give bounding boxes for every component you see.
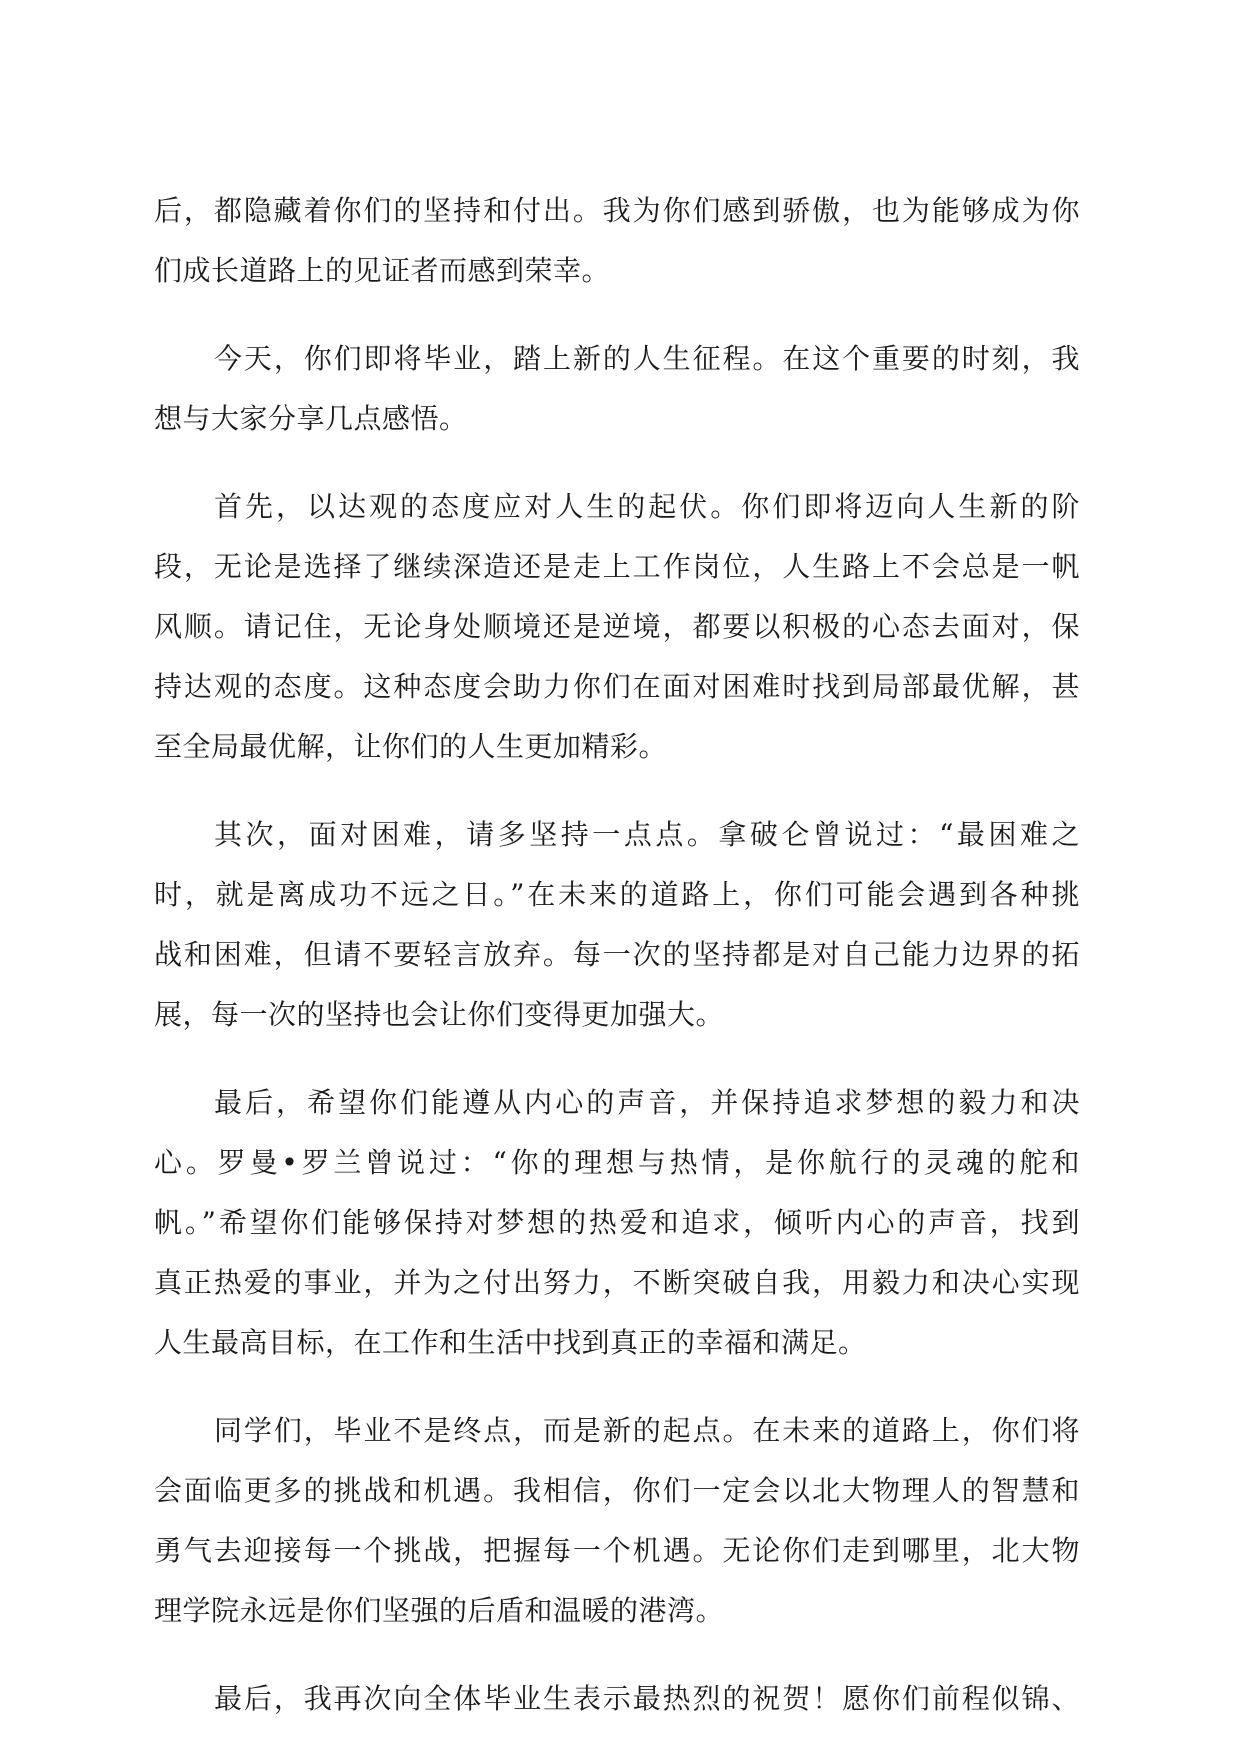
paragraph (154, 477, 1080, 777)
paragraph (154, 1669, 1080, 1729)
text-line: 勇气去迎接每一个挑战，把握每一个机遇。无论你们走到哪里，北大物 (154, 1534, 1080, 1567)
text-line: 帆。”希望你们能够保持对梦想的热爱和追求，倾听内心的声音，找到 (154, 1206, 1080, 1239)
text-line: 战和困难，但请不要轻言放弃。每一次的坚持都是对自己能力边界的拓 (154, 938, 1080, 971)
text-line: 其次，面对困难，请多坚持一点点。拿破仑曾说过：“最困难之 (214, 818, 1080, 851)
paragraph (154, 1401, 1080, 1641)
text-line: 后，都隐藏着你们的坚持和付出。我为你们感到骄傲，也为能够成为你 (154, 194, 1080, 227)
text-line: 持达观的态度。这种态度会助力你们在面对困难时找到局部最优解，甚 (154, 670, 1080, 703)
text-line: 会面临更多的挑战和机遇。我相信，你们一定会以北大物理人的智慧和 (154, 1474, 1080, 1507)
text-line: 段，无论是选择了继续深造还是走上工作岗位，人生路上不会总是一帆 (154, 550, 1080, 583)
text-line: 今天，你们即将毕业，踏上新的人生征程。在这个重要的时刻，我 (214, 342, 1080, 375)
text-line: 至全局最优解，让你们的人生更加精彩。 (154, 730, 668, 763)
text-line: 同学们，毕业不是终点，而是新的起点。在未来的道路上，你们将 (214, 1414, 1080, 1447)
paragraph (154, 1073, 1080, 1373)
text-line: 们成长道路上的见证者而感到荣幸。 (154, 254, 611, 287)
text-line: 心。罗曼•罗兰曾说过：“你的理想与热情，是你航行的灵魂的舵和 (154, 1146, 1080, 1179)
paragraph (154, 181, 1080, 301)
text-line: 最后，我再次向全体毕业生表示最热烈的祝贺！愿你们前程似锦、 (214, 1682, 1080, 1715)
text-line: 人生最高目标，在工作和生活中找到真正的幸福和满足。 (154, 1326, 867, 1359)
text-line: 理学院永远是你们坚强的后盾和温暖的港湾。 (154, 1594, 725, 1627)
text-line: 时，就是离成功不远之日。”在未来的道路上，你们可能会遇到各种挑 (154, 878, 1080, 911)
text-line: 展，每一次的坚持也会让你们变得更加强大。 (154, 998, 725, 1031)
paragraph (154, 805, 1080, 1045)
document-body (154, 181, 1080, 1729)
paragraph (154, 329, 1080, 449)
text-line: 风顺。请记住，无论身处顺境还是逆境，都要以积极的心态去面对，保 (154, 610, 1080, 643)
text-line: 想与大家分享几点感悟。 (154, 402, 468, 435)
text-line: 最后，希望你们能遵从内心的声音，并保持追求梦想的毅力和决 (214, 1086, 1080, 1119)
text-line: 首先，以达观的态度应对人生的起伏。你们即将迈向人生新的阶 (214, 490, 1080, 523)
text-line: 真正热爱的事业，并为之付出努力，不断突破自我，用毅力和决心实现 (154, 1266, 1080, 1299)
